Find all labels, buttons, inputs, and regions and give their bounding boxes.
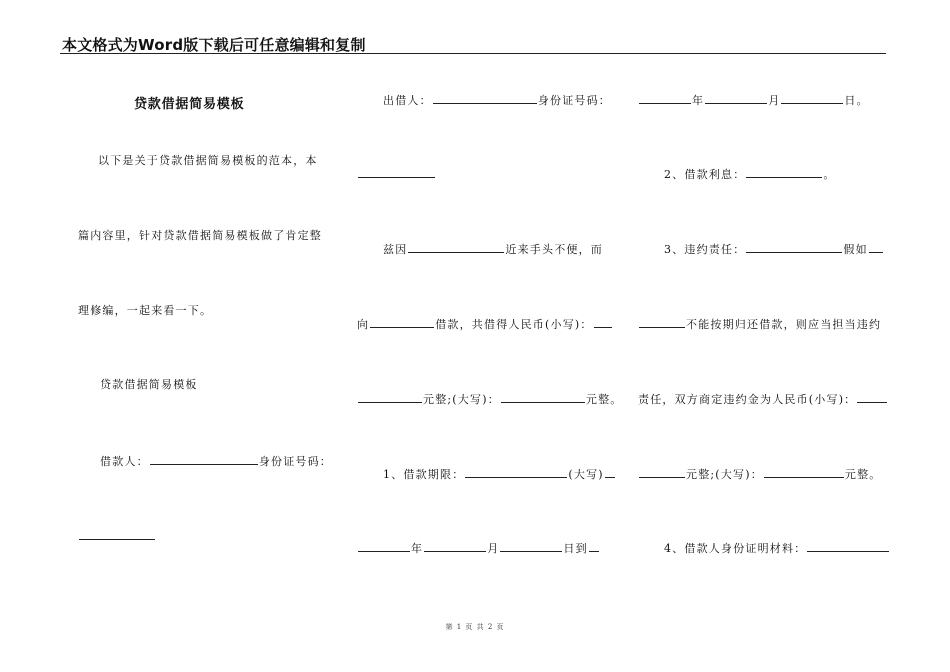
end-date-line: 年 月 日。 (638, 93, 869, 108)
template-subtitle: 贷款借据简易模板 (100, 378, 198, 391)
borrower-id-label: 身份证号码： (258, 455, 333, 468)
borrower-id-line (78, 529, 156, 544)
term-upper-blank[interactable] (605, 467, 615, 478)
penalty-upper-blank[interactable] (764, 467, 844, 478)
intro-line-1: 以下是关于贷款借据简易模板的范本，本 (98, 154, 318, 167)
lender-id-line (357, 167, 436, 182)
reason-blank[interactable] (408, 242, 504, 253)
borrow-from-blank[interactable] (370, 317, 434, 328)
end-day-blank[interactable] (781, 93, 843, 104)
borrow-line: 向 借款，共借得人民币(小写)： (357, 317, 613, 332)
id-material-line: 4、借款人身份证明材料： (664, 541, 890, 556)
breach-text-line-2: 责任，双方商定违约金为人民币(小写)： (638, 392, 888, 407)
term-date-line: 年 月 日到 (357, 541, 600, 556)
penalty-lower-cont-blank[interactable] (639, 467, 685, 478)
penalty-lower-blank[interactable] (857, 392, 887, 403)
start-day-blank[interactable] (500, 541, 562, 552)
end-month-blank[interactable] (705, 93, 767, 104)
lender-id-blank[interactable] (358, 167, 435, 178)
term-line: 1、借款期限： (大写) (383, 467, 616, 482)
penalty-amount-line: 元整;(大写)： 元整。 (638, 467, 882, 482)
start-year-blank[interactable] (358, 541, 410, 552)
document-title: 贷款借据简易模板 (134, 97, 245, 112)
amount-lower-cont-blank[interactable] (358, 392, 422, 403)
breach-party-blank[interactable] (869, 242, 883, 253)
lender-id-label: 身份证号码： (537, 94, 612, 107)
end-year-cont-blank[interactable] (639, 93, 691, 104)
reason-line: 兹因 近来手头不便，而 (383, 243, 604, 256)
breach-line: 3、违约责任： 假如 (664, 242, 884, 257)
borrower-label: 借款人： (100, 455, 149, 468)
breach-text-line: 不能按期归还借款，则应当担当违约 (638, 317, 881, 332)
start-month-blank[interactable] (424, 541, 486, 552)
borrower-name-blank[interactable] (150, 454, 258, 465)
breach-party-cont-blank[interactable] (639, 317, 685, 328)
header-divider (60, 53, 886, 54)
interest-blank[interactable] (746, 167, 822, 178)
amount-upper-blank[interactable] (501, 392, 585, 403)
page-footer: 第 1 页 共 2 页 (445, 623, 505, 631)
intro-line-3: 理修编，一起来看一下。 (78, 304, 213, 317)
lender-label: 出借人： (383, 94, 432, 107)
intro-line-2: 篇内容里，针对贷款借据简易模板做了肯定整 (78, 229, 322, 242)
interest-line: 2、借款利息： 。 (664, 168, 836, 181)
lender-line (383, 93, 611, 108)
amount-lower-blank[interactable] (594, 317, 612, 328)
end-year-blank[interactable] (589, 541, 599, 552)
term-blank[interactable] (465, 467, 567, 478)
breach-blank[interactable] (746, 242, 842, 253)
lender-name-blank[interactable] (433, 93, 537, 104)
page-header-title: 本文格式为Word版下载后可任意编辑和复制 (62, 36, 366, 54)
id-material-blank[interactable] (807, 541, 889, 552)
borrower-id-blank[interactable] (79, 529, 155, 540)
borrower-line (100, 454, 332, 469)
amount-line: 元整;(大写)： 元整。 (357, 392, 623, 407)
